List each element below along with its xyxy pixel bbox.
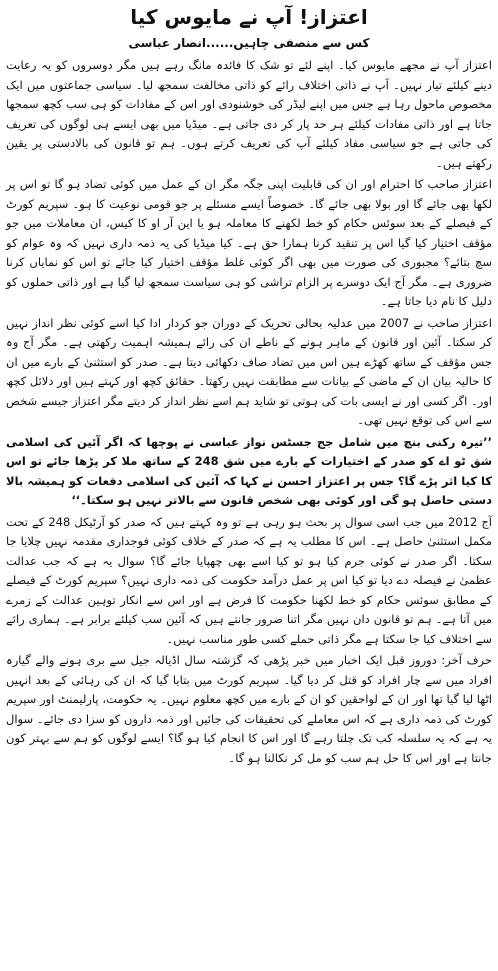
paragraph-5: آج 2012 میں جب اسی سوال پر بحث ہو رہی ہے تو وہ کہتے ہیں کہ صدر کو آرٹیکل 248 کے تحت مکمل استثنیٰ حاصل ہے۔ اس کا مطلب یہ ہے کہ صدر کے خلاف کوئی فوجداری مقدمہ نہیں چلایا جا سکتا۔ اگر صدر نے کوئی جرم کیا ہو تو کیا اسے بھی چھپایا جائے گا؟ سوال یہ ہے کہ جب عدالت عظمیٰ نے فیصلہ دے دیا تو کیا اس پر عمل درآمد حکومت کی ذمہ داری نہیں؟ سپریم کورٹ کے فیصلے کے مطابق سوئس حکام کو خط لکھنا حکومت کا فرض ہے اور اس سے انکار توہین عدالت کے زمرے میں آتا ہے۔ ہم تو قانون دان نہیں مگر اتنا ضرور جانتے ہیں کہ آئین سب کیلئے برابر ہے۔ ہماری رائے سے اختلاف کیا جا سکتا ہے مگر ذاتی حملے کسی طور مناسب نہیں۔ xyxy=(6,514,492,646)
closing-paragraph: حرف آخر: دوروز قبل ایک اخبار میں خبر پڑھی کہ گزشتہ سال اڈیالہ جیل سے بری ہونے والے گیارہ افراد میں سے چار افراد کو قتل کر دیا گیا۔ سپریم کورٹ میں بتایا گیا کہ ان کی رہائی کے بعد انہیں اٹھا لیا گیا تھا اور ان کے لواحقین کو ان کے بارے میں کچھ معلوم نہیں۔ یہ حکومت، پارلیمنٹ اور سپریم کورٹ کی ذمہ داری ہے کہ اس معاملے کی تحقیقات کی جائیں اور ذمہ داروں کو سزا دی جائے۔ سوال یہ ہے کہ یہ سلسلہ کب تک چلتا رہے گا اور اس کا انجام کیا ہو گا؟ ایسے لوگوں کو ہم سے بہتر کون جانتا ہے اور اس کا حل ہم سب کو مل کر نکالنا ہو گا۔ xyxy=(6,653,492,765)
paragraph-2: اعتزاز صاحب کا احترام اور ان کی قابلیت اپنی جگہ مگر ان کے عمل میں کوئی تضاد ہو گا تو اس پر لکھا بھی جائے گا اور بولا بھی جائے گا۔ خصوصاً ایسے مسئلے پر جو قومی نوعیت کا ہو۔ سپریم کورٹ کے فیصلے کے بعد سوئس حکام کو خط لکھنے کا معاملہ ہو یا این آر او کا کیس، ان معاملات میں جو مؤقف اختیار کیا گیا اس پر تنقید کرنا ہمارا حق ہے۔ کیا میڈیا کی یہ ذمہ داری نہیں کہ وہ عوام کو سچ بتائے؟ مجبوری کی صورت میں بھی اگر کوئی غلط مؤقف اختیار کیا جائے تو اس کو نمایاں کرنا ضروری ہے۔ مگر آج ایک دوسرے پر الزام تراشی کو ہی سیاست سمجھ لیا گیا ہے اور ذاتی حملوں کو دلیل کا نام دیا جاتا ہے۔ xyxy=(6,177,492,308)
paragraph-1: اعتزاز آپ نے مجھے مایوس کیا۔ اپنے لئے تو شک کا فائدہ مانگ رہے ہیں مگر دوسروں کو یہ رعایت دینے کیلئے تیار نہیں۔ آپ نے ذاتی اختلاف رائے کو ذاتی مخالفت سمجھ لیا۔ سیاسی جماعتوں میں ایک مخصوص ماحول رہا ہے جس میں اپنے لیڈر کی خوشنودی اور اس کے مفادات کو ہی سب کچھ سمجھا جاتا ہے اور ذاتی مفادات کیلئے ہر حد پار کر دی جاتی ہے۔ میڈیا میں بھی ایسے ہی لوگوں کی تعریف کی جاتی ہے جو سیاسی مفاد کیلئے آپ کی تعریف کرتے ہوں۔ ہم تو قانون کی بالادستی پر یقین رکھتے ہیں۔ xyxy=(6,58,492,170)
column-title: اعتزاز! آپ نے مایوس کیا xyxy=(130,5,368,29)
quoted-paragraph: ’’تیرہ رکنی بنچ میں شامل جج جسٹس نواز عباسی نے پوچھا کہ اگر آئین کی اسلامی شق ٹو اے کو صدر کے اختیارات کے بارے میں شق 248 کے ساتھ ملا کر پڑھا جائے تو اس کا کیا اثر پڑے گا؟ جس پر اعتزاز احسن نے کہا کہ آئین کی اسلامی دفعات کو ہمیشہ بالا دستی حاصل ہو گی اور کوئی بھی شخص قانون سے بالاتر نہیں ہو سکتا۔‘‘ xyxy=(6,434,492,507)
column-byline: کس سے منصفی چاہیں......انصار عباسی xyxy=(128,36,370,50)
paragraph-3: اعتزاز صاحب نے 2007 میں عدلیہ بحالی تحریک کے دوران جو کردار ادا کیا اسے کوئی نظر انداز نہیں کر سکتا۔ آئین اور قانون کے ماہر ہونے کے ناطے ان کی رائے ہمیشہ اہمیت رکھتی ہے۔ مگر آج وہ جس مؤقف کے ساتھ کھڑے ہیں اس میں تضاد صاف دکھائی دیتا ہے۔ صدر کو استثنیٰ کے بارے میں ان کا حالیہ بیان ان کے ماضی کے بیانات سے مطابقت نہیں رکھتا۔ حقائق کچھ اور کہتے ہیں اور دلائل کچھ اور۔ اگر کسی اور نے ایسی بات کی ہوتی تو شاید ہم اسے نظر انداز کر دیتے مگر اعتزاز جیسے شخص سے اس کی توقع نہیں تھی۔ xyxy=(6,315,492,427)
